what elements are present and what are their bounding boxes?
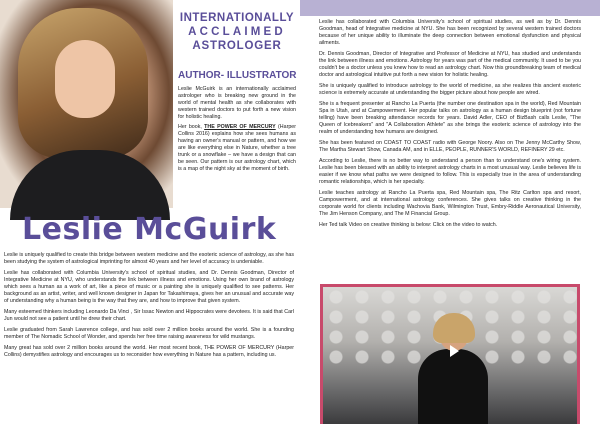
intro-paragraph: Leslie McGuirk is an internationally acclaimed astrologer who is breaking new ground in the world of mental health as she collaborates with western trained doctors to put forth a new vision for holistic healing. [178, 86, 296, 120]
right-body [319, 19, 581, 233]
book-suffix: (Harper Collins 2016) explains how she sees humans as having an owner's manual or pattern, and how we are like everything else in Nature, whether a tree trunk or a snowflake – we have a design that can be seen. Our pattern is our astrology chart, which is a map of the night sky at the moment of birth. [178, 124, 296, 172]
ted-talk-video[interactable] [320, 284, 580, 424]
body-paragraph: She is uniquely qualified to introduce astrology to the world of medicine, as she realizes this ancient esoteric science is extremely accurate at understanding the bigger picture about how people are wired. [319, 83, 581, 96]
body-paragraph: Leslie is uniquely qualified to create this bridge between western medicine and the esoteric science of astrology, as she has been studying the system of astrological imprinting for almost 40 years and her level of accuracy is undeniable. [4, 252, 294, 265]
title-line: ASTROLOGER [192, 40, 282, 52]
book-paragraph [178, 124, 296, 173]
body-paragraph: Dr. Dennis Goodman, Director of Integrative and Professor of Medicine at NYU, has studied and understands the link between illness and emotions. Astrology for years was part of the medical community. It used to be you couldn't be a doctor unless you knew how to read an astrology chart. Now this groundbreaking team of medical doctor and astrological intuitive put forth a new vision for holistic healing. [319, 51, 581, 78]
left-body [4, 252, 294, 363]
author-portrait [0, 0, 173, 208]
role-heading: AUTHOR- ILLUSTRATOR [178, 70, 297, 81]
body-paragraph: Leslie teaches astrology at Rancho La Puerta spa, Red Mountain spa, The Ritz Carlton spa and resort, Campowerment, and at international astrology conferences. She gives talks on creative thinking in the corporate world for clients including Wachovia Bank, Wilmington Trust, Embry-Riddle Aeronautical University, The Jim Henson Company, and The M Financial Group. [319, 190, 581, 217]
header-bar [300, 0, 600, 16]
body-paragraph: She is a frequent presenter at Rancho La Puerta (the number one destination spa in the world), Red Mountain Spa in Utah, and at Campowerment. Her popular talks on astrology as a human design blueprint (not fortune telling) have been breaking attendance records for years. David Adler, CEO of BizBash calls Leslie, "The Queen of Icebreakers" and "A Collaboration Athlete" as she brings the esoteric science of astrology into the realm of understanding how humans are designed. [319, 101, 581, 135]
body-paragraph: Leslie graduated from Sarah Lawrence college, and has sold over 2 million books around the world. She is a founding member of The Nomadic School of Wonder, and spends her free time raising awareness for wild mustangs. [4, 327, 294, 340]
body-paragraph: According to Leslie, there is no better way to understand a person than to understand one's wiring system. Leslie has been blessed with an ability to interpret astrology charts in a most unusual way. Leslie believes life is easier if we know what paths we were designed to follow. This is especially true in the area of understanding romantic relationships, which is her specialty. [319, 158, 581, 185]
body-paragraph: Many great has sold over 2 million books around the world. Her most recent book, THE POWER OF MERCURY (Harper Collins) demystifies astrology and encourages us to reconsider how everything in Nature has a pattern, including us. [4, 345, 294, 358]
video-caption: Her Ted talk Video on creative thinking is below: Click on the video to watch. [319, 222, 498, 228]
body-paragraph: Many esteemed thinkers including Leonardo Da Vinci , Sir Issac Newton and Hippocrates were devotees. It is said that Carl Jun would not see a patient until he drew their chart. [4, 309, 294, 322]
book-title-link[interactable]: THE POWER OF MERCURY [204, 124, 276, 130]
body-paragraph: She has been featured on COAST TO COAST radio with George Noory. Also on The Jenny McCarthy Show, The Martha Stewart Show, Canada AM, and in ELLE, PEOPLE, RUNNER'S WORLD, REFINERY 29 etc. [319, 140, 581, 153]
body-paragraph: Leslie has collaborated with Columbia University's school of spiritual studies, as well as by Dr. Dennis Goodman, head of Integrative medicine at NYU. She has been recognized by several western trained doctors because of her unique ability to illuminate the deep connection between emotional dysfunction and physical ailments. [319, 19, 581, 46]
title-line: INTERNATIONALLY [179, 12, 295, 24]
book-prefix: Her book, [178, 124, 205, 130]
title-block [178, 12, 296, 52]
play-icon[interactable] [443, 343, 465, 359]
right-page [300, 0, 600, 424]
body-paragraph: Leslie has collaborated with Columbia University's school of spiritual studies, and Dr. Dennis Goodman, Director of Integrative Medicine at NYU, who understands the link between illness and emotions. Using her own brand of astrology which sees a human as a work of art, like a piece of music or a painting she is uniquely qualified to see patterns. Her background as an artist, writer, and well known designer in Japan for Takashimaya, gives her an unusual and accurate way of understanding why a human being is the way that they are, and how to improve that given system. [4, 270, 294, 304]
video-speaker [418, 317, 488, 424]
title-line: ACCLAIMED [188, 26, 286, 38]
author-name: Leslie McGuirk [22, 212, 277, 247]
